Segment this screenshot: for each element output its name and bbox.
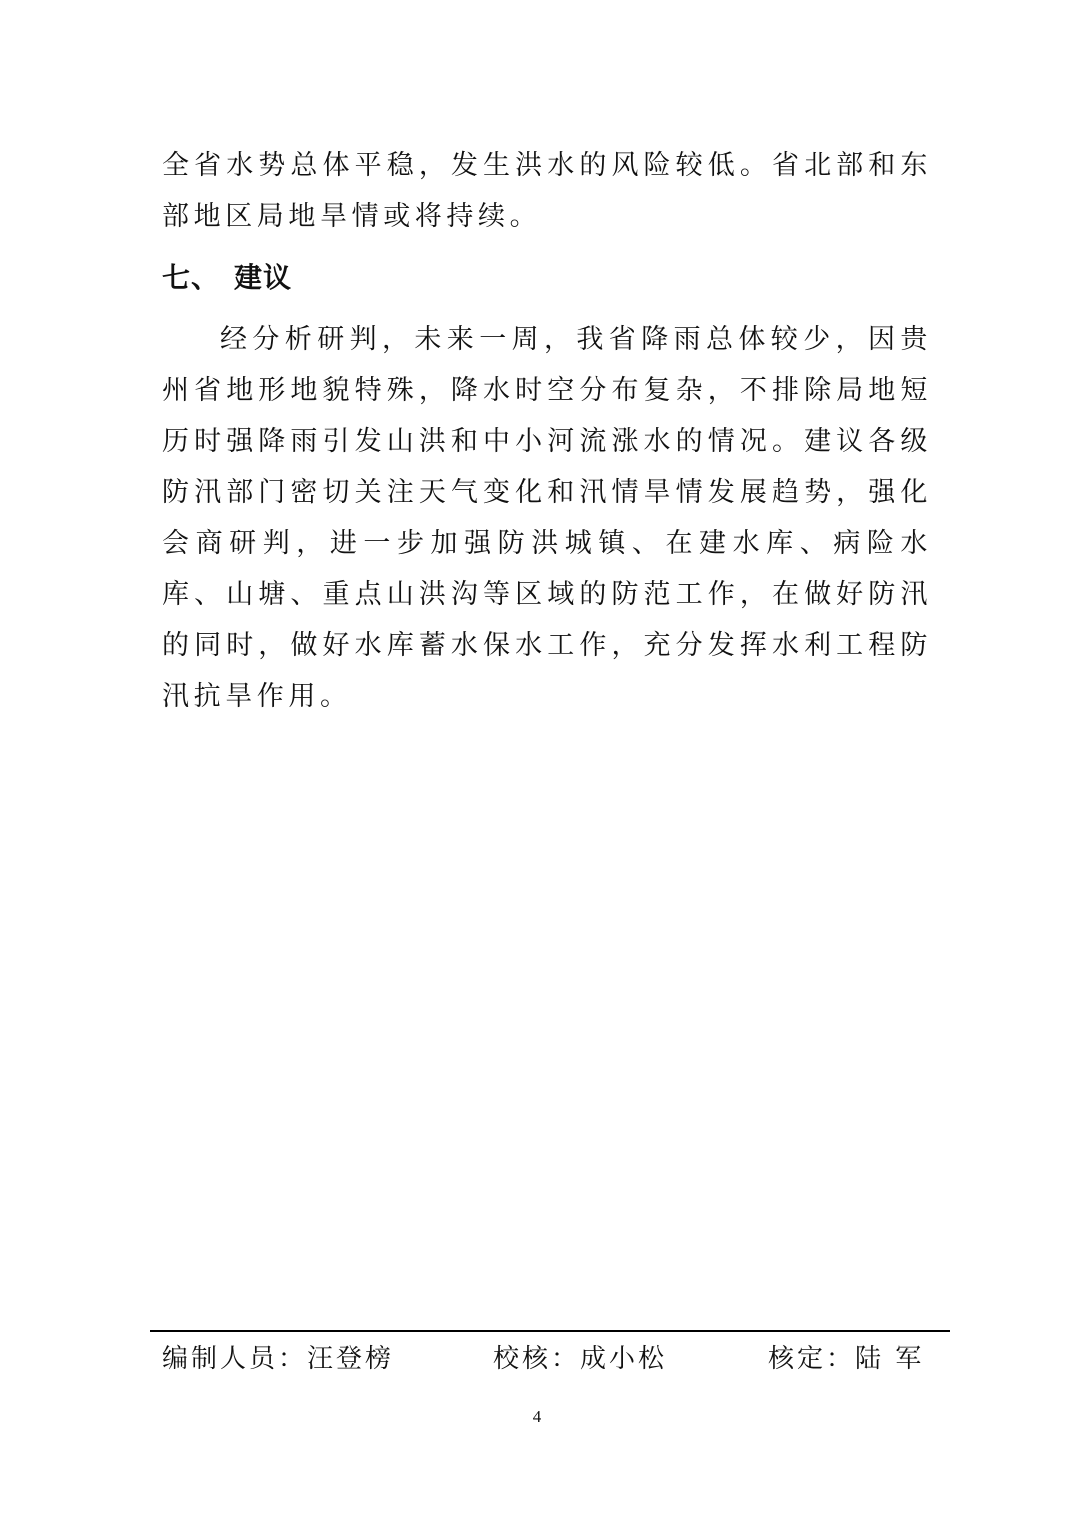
section-number: 七、 [162,261,221,294]
compiler-signature: 编制人员：汪登榜 [162,1344,395,1374]
body-paragraph-outlook: 全省水势总体平稳，发生洪水的风险较低。省北部和东部地区局地旱情或将持续。 [162,150,932,232]
approver-signature: 核定：陆 军 [768,1344,925,1374]
signature-footer [162,1337,932,1381]
section-title: 建议 [234,261,293,294]
section-heading [162,252,292,303]
page-number: 4 [532,1407,542,1426]
reviewer-signature: 校核：成小松 [493,1344,668,1374]
footer-divider [150,1330,950,1332]
body-paragraph-recommendations: 经分析研判，未来一周，我省降雨总体较少，因贵州省地形地貌特殊，降水时空分布复杂，不排除局地短历时强降雨引发山洪和中小河流涨水的情况。建议各级防汛部门密切关注天气变化和汛情旱情发展趋势，强化会商研判，进一步加强防洪城镇、在建水库、病险水库、山塘、重点山洪沟等区域的防范工作，在做好防汛的同时，做好水库蓄水保水工作，充分发挥水利工程防汛抗旱作用。 [162,324,932,712]
